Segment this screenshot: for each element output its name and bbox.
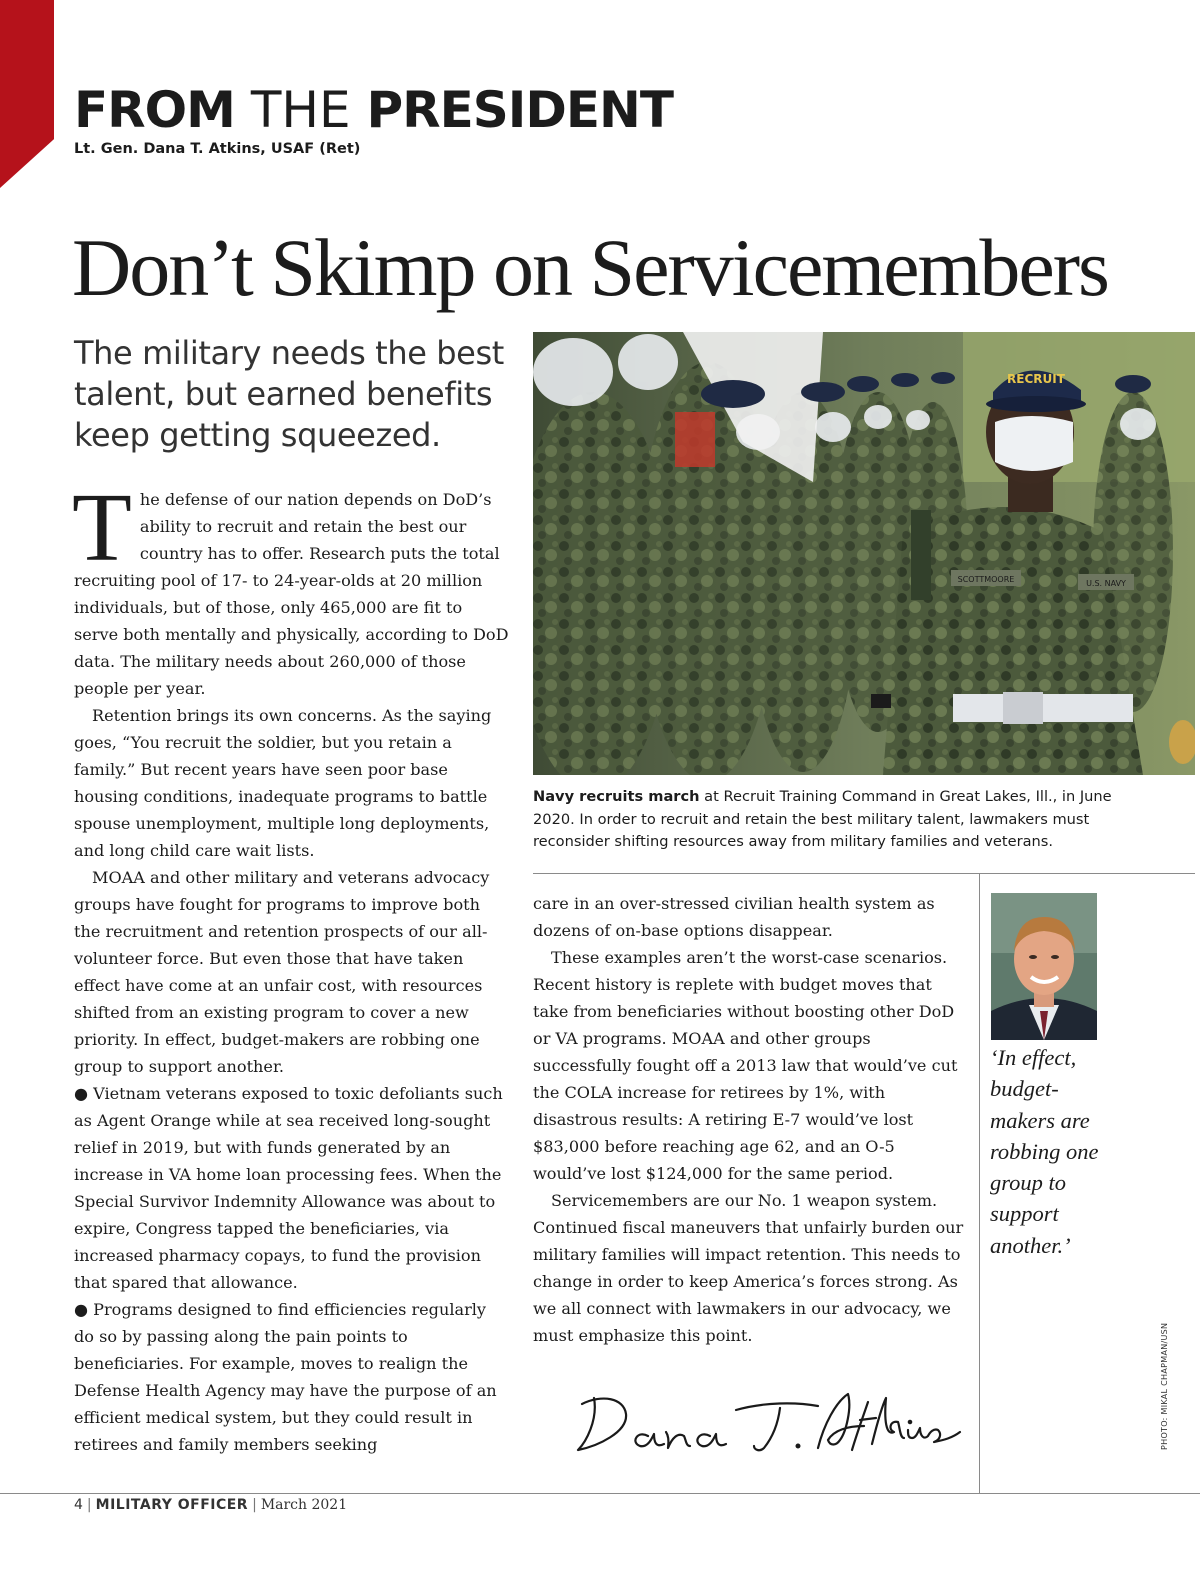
author-signature [568,1380,968,1470]
author-byline: Lt. Gen. Dana T. Atkins, USAF (Ret) [74,141,361,157]
department-heading [74,81,673,139]
recruits-photo [533,332,1195,775]
article-column-middle [533,890,965,1349]
paragraph-mid-2: These examples aren’t the worst-case scenarios. Recent history is replete with budget moves that take from beneficiaries without boosting other DoD or VA programs. MOAA and other groups successfully fought off a 2013 law that would’ve cut the COLA increase for retirees by 1%, with disastrous results: A retiring E-7 would’ve lost $83,000 before reaching age 62, and an O-5 would’ve lost $124,000 for the same period. [533,948,958,1183]
page-number: 4 [74,1497,83,1513]
department-word-president: PRESIDENT [366,81,673,139]
photo-caption [533,786,1153,854]
pull-quote: ‘In effect, budget-makers are robbing one group to support another.’ [990,1045,1099,1258]
magazine-name: MILITARY OFFICER [95,1497,249,1513]
photo-name-tape: SCOTTMOORE [957,575,1015,584]
author-portrait [991,893,1097,1040]
caption-lead: Navy recruits march [533,788,700,805]
footer-separator: | [86,1497,92,1513]
photo-credit: PHOTO: MIKAL CHAPMAN/USN [1160,1322,1169,1450]
paragraph-1 [72,474,510,702]
department-word-from: FROM [74,81,235,139]
page-footer [74,1497,347,1513]
drop-cap: T [72,474,132,582]
paragraph-3: MOAA and other military and veterans advocacy groups have fought for programs to improve both the recruitment and retention prospects of our all-volunteer force. But even those that have taken effect have come at an unfair cost, with resources shifted from an existing program to cover a new priority. In effect, budget-makers are robbing one group to support another. [74,868,490,1076]
photo-service-tape: U.S. NAVY [1086,579,1126,588]
department-word-the: THE [234,81,367,139]
sidebar-divider [979,873,980,1493]
footer-separator: | [252,1497,257,1513]
caption-divider [533,873,1195,874]
footer-divider [0,1493,1200,1494]
paragraph-1-text: he defense of our nation depends on DoD’s ability to recruit and retain the best our country has to offer. Research puts the total recruiting pool of 17- to 24-year-olds at 20 million individuals, but of those, only 465,000 are fit to serve both mentally and physically, according to DoD data. The military needs about 260,000 of those people per year. [74,490,509,698]
paragraph-mid-3: Servicemembers are our No. 1 weapon system. Continued fiscal maneuvers that unfairly burden our military families will impact retention. This needs to change in order to keep America’s forces strong. As we all connect with lawmakers in our advocacy, we must emphasize this point. [533,1191,964,1345]
red-corner-tab [0,0,54,188]
bullet-paragraph-1: ● Vietnam veterans exposed to toxic defoliants such as Agent Orange while at sea received long-sought relief in 2019, but with funds generated by an increase in VA home loan processing fees. When the Special Survivor Indemnity Allowance was about to expire, Congress tapped the beneficiaries, via increased pharmacy copays, to fund the provision that spared that allowance. [74,1084,503,1292]
article-column-left [72,474,510,1458]
caption-text: at Recruit Training Command in Great Lakes, Ill., in June 2020. In order to recruit and retain the best military talent, lawmakers must reconsider shifting resources away from military families and veterans. [533,788,1112,850]
paragraph-2: Retention brings its own concerns. As the saying goes, “You recruit the soldier, but you retain a family.” But recent years have seen poor base housing conditions, inadequate programs to battle spouse unemployment, multiple long deployments, and long child care wait lists. [74,706,492,860]
paragraph-mid-1: care in an over-stressed civilian health system as dozens of on-base options disappear. [533,894,935,940]
issue-date: March 2021 [260,1497,348,1513]
article-headline: Don’t Skimp on Servicemembers [72,222,1108,313]
bullet-paragraph-2: ● Programs designed to find efficiencies regularly do so by passing along the pain points to beneficiaries. For example, moves to realign the Defense Health Agency may have the purpose of an efficient medical system, but they could result in retirees and family members seeking [74,1300,497,1454]
article-deck: The military needs the best talent, but earned benefits keep getting squeezed. [74,334,504,454]
photo-cap-text: RECRUIT [1007,372,1065,386]
